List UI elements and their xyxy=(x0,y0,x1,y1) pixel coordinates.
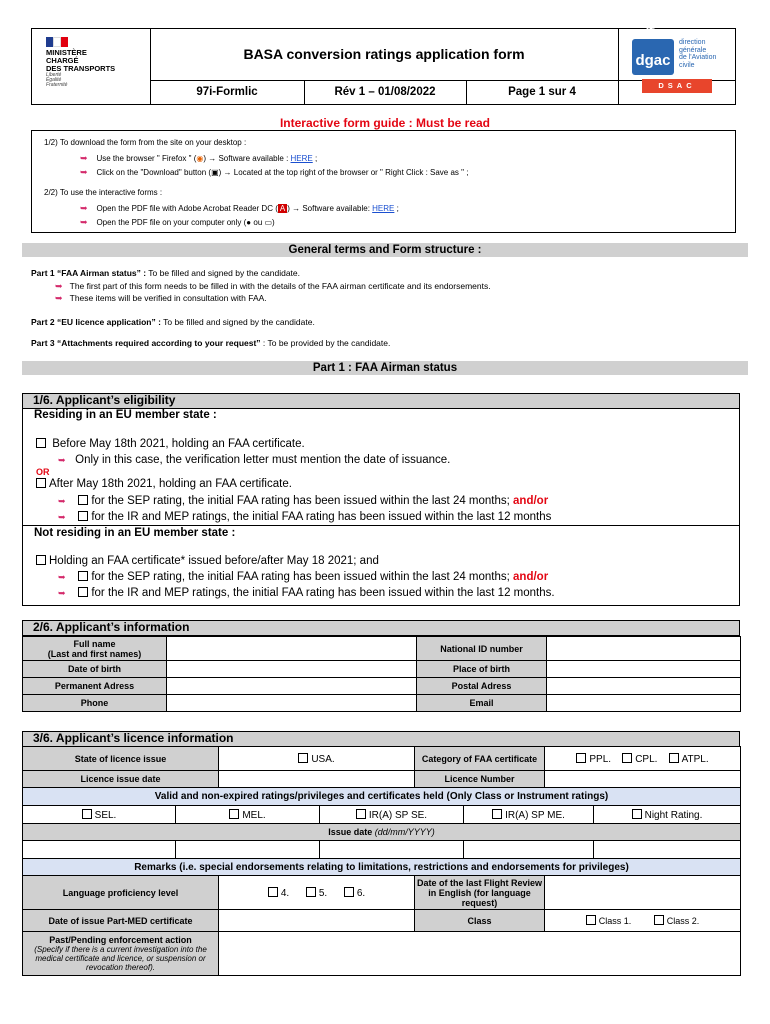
before-may-note: ➥ Only in this case, the verification letter must mention the date of issuance. xyxy=(58,454,451,466)
ir2-checkbox[interactable] xyxy=(78,587,88,597)
guide-step-2a: ➥ Open the PDF file with Adobe Acrobat Reader DC ( A ) → Software available: HERE ; xyxy=(80,203,399,213)
irme-checkbox[interactable] xyxy=(492,809,502,819)
dob-field[interactable] xyxy=(167,661,417,678)
part1-bullet-2: ➥ These items will be verified in consultation with FAA. xyxy=(55,293,267,303)
email-label: Email xyxy=(417,695,547,712)
ministry-line-1: MINISTÈRE xyxy=(46,48,87,57)
class-label: Class xyxy=(415,910,545,932)
postal-address-label: Postal Adress xyxy=(417,678,547,695)
section-1-title: 1/6. Applicant’s eligibility xyxy=(22,393,740,409)
plane-icon: ✈ xyxy=(646,24,656,36)
flight-review-field[interactable] xyxy=(545,876,741,910)
night-checkbox[interactable] xyxy=(632,809,642,819)
atpl-checkbox[interactable] xyxy=(669,753,679,763)
pob-label: Place of birth xyxy=(417,661,547,678)
part2-description: Part 2 “EU licence application” : To be filled and signed by the candidate. xyxy=(31,317,315,327)
night-option[interactable]: Night Rating. xyxy=(594,806,741,824)
sep2-option[interactable]: ➥ for the SEP rating, the initial FAA rating has been issued within the last 24 months; and/or xyxy=(58,571,549,583)
level-5-checkbox[interactable] xyxy=(306,887,316,897)
guide-step-1: 1/2) To download the form from the site on your desktop : xyxy=(44,138,247,147)
applicant-info-table xyxy=(22,636,741,712)
section-3-title: 3/6. Applicant’s licence information xyxy=(22,731,740,747)
irse-checkbox[interactable] xyxy=(356,809,366,819)
flight-review-label: Date of the last Flight Review in English (for language request) xyxy=(415,876,545,910)
ir-option[interactable]: ➥ for the IR and MEP ratings, the initial FAA rating has been issued within the last 12 months xyxy=(58,511,552,523)
part1-bar: Part 1 : FAA Airman status xyxy=(22,361,748,375)
french-flag-icon xyxy=(46,37,68,47)
usa-option[interactable]: USA. xyxy=(219,747,415,771)
pob-field[interactable] xyxy=(547,661,741,678)
non-eu-heading: Not residing in an EU member state : xyxy=(34,527,236,539)
sel-date-field[interactable] xyxy=(23,841,176,859)
eu-resident-heading: Residing in an EU member state : xyxy=(34,409,217,421)
irse-date-field[interactable] xyxy=(320,841,464,859)
med-label: Date of issue Part-MED certificate xyxy=(23,910,219,932)
part3-description: Part 3 “Attachments required according to your request” : To be provided by the candidate. xyxy=(31,338,391,348)
remarks-heading: Remarks (i.e. special endorsements relating to limitations, restrictions and endorsements for privileges) xyxy=(23,859,741,876)
class-2-checkbox[interactable] xyxy=(654,915,664,925)
full-name-label: Full name (Last and first names) xyxy=(23,637,167,661)
email-field[interactable] xyxy=(547,695,741,712)
sep-checkbox[interactable] xyxy=(78,495,88,505)
irse-option[interactable]: IR(A) SP SE. xyxy=(320,806,464,824)
firefox-icon: ◉ xyxy=(196,154,204,163)
level-6-checkbox[interactable] xyxy=(344,887,354,897)
guide-step-2b: ➥ Open the PDF file on your computer only (● ou ▭) xyxy=(80,217,275,227)
ir2-option[interactable]: ➥ for the IR and MEP ratings, the initial FAA rating has been issued within the last 12 months. xyxy=(58,587,555,599)
irme-option[interactable]: IR(A) SP ME. xyxy=(464,806,594,824)
perm-address-label: Permanent Adress xyxy=(23,678,167,695)
issue-date-label: Licence issue date xyxy=(23,771,219,788)
guide-step-1a: ➥ Use the browser " Firefox " (◉) → Software available : HERE ; xyxy=(80,153,318,163)
issue-date-row-label: Issue date (dd/mm/YYYY) xyxy=(23,824,741,841)
motto-1: Liberté xyxy=(46,72,62,78)
nid-field[interactable] xyxy=(547,637,741,661)
enforcement-field[interactable] xyxy=(219,932,741,976)
ratings-heading: Valid and non-expired ratings/privileges and certificates held (Only Class or Instrument ratings) xyxy=(23,788,741,806)
level-4-checkbox[interactable] xyxy=(268,887,278,897)
ministry-line-3: DES TRANSPORTS xyxy=(46,64,116,73)
nid-label: National ID number xyxy=(417,637,547,661)
language-options: 4. 5. 6. xyxy=(219,876,415,910)
form-code: 97i-Formlic xyxy=(196,86,258,98)
general-terms-bar: General terms and Form structure : xyxy=(22,243,748,257)
section-2-title: 2/6. Applicant’s information xyxy=(22,620,740,636)
cpl-checkbox[interactable] xyxy=(622,753,632,763)
licence-info-table xyxy=(22,746,741,788)
guide-step-1b: ➥ Click on the "Download" button (▣) → Located at the top right of the browser or " Right Click : Save as " ; xyxy=(80,167,469,177)
guide-step-2: 2/2) To use the interactive forms : xyxy=(44,188,163,197)
issue-date-field[interactable] xyxy=(219,771,415,788)
before-may-option[interactable]: Before May 18th 2021, holding an FAA certificate. xyxy=(36,438,305,450)
page-number: Page 1 sur 4 xyxy=(508,86,576,98)
acrobat-here-link[interactable]: HERE xyxy=(372,204,395,213)
form-header xyxy=(31,24,736,105)
sep2-checkbox[interactable] xyxy=(78,571,88,581)
ppl-checkbox[interactable] xyxy=(576,753,586,763)
night-date-field[interactable] xyxy=(594,841,741,859)
licence-number-label: Licence Number xyxy=(415,771,545,788)
or-label: OR xyxy=(36,467,50,477)
mel-date-field[interactable] xyxy=(176,841,320,859)
dob-label: Date of birth xyxy=(23,661,167,678)
language-label: Language proficiency level xyxy=(23,876,219,910)
category-label: Category of FAA certificate xyxy=(415,747,545,771)
irme-date-field[interactable] xyxy=(464,841,594,859)
sep-option[interactable]: ➥ for the SEP rating, the initial FAA rating has been issued within the last 24 months; and/or xyxy=(58,495,549,507)
dsac-badge: DSAC xyxy=(642,79,712,93)
mel-option[interactable]: MEL. xyxy=(176,806,320,824)
licence-number-field[interactable] xyxy=(545,771,741,788)
sel-checkbox[interactable] xyxy=(82,809,92,819)
ir-checkbox[interactable] xyxy=(78,511,88,521)
after-may-checkbox[interactable] xyxy=(36,478,46,488)
form-title: BASA conversion ratings application form xyxy=(243,46,525,62)
computer-icon: ▭ xyxy=(264,218,273,227)
acrobat-icon: A xyxy=(279,204,286,213)
motto-3: Fraternité xyxy=(46,82,68,88)
holding-checkbox[interactable] xyxy=(36,555,46,565)
med-field[interactable] xyxy=(219,910,415,932)
dgac-logo: ✈ dgac direction générale de l'Aviation civile DSAC xyxy=(632,39,674,75)
enforcement-label: Past/Pending enforcement action (Specify if there is a current investigation into the medical certificate and licence, or suspension or revocation thereof). xyxy=(23,932,219,976)
phone-field[interactable] xyxy=(167,695,417,712)
ministry-logo xyxy=(46,37,115,88)
after-may-option[interactable]: After May 18th 2021, holding an FAA certificate. xyxy=(36,478,292,490)
full-name-field[interactable] xyxy=(167,637,417,661)
ratings-table xyxy=(22,787,741,876)
motto-2: Égalité xyxy=(46,77,62,83)
language-medical-table xyxy=(22,875,741,976)
firefox-here-link[interactable]: HERE xyxy=(290,154,313,163)
class-1-checkbox[interactable] xyxy=(586,915,596,925)
mel-checkbox[interactable] xyxy=(229,809,239,819)
apple-icon: ● xyxy=(246,218,252,227)
guide-title: Interactive form guide : Must be read xyxy=(279,116,491,130)
form-revision: Rév 1 – 01/08/2022 xyxy=(334,86,436,98)
guide-box xyxy=(31,130,736,233)
part1-bullet-1: ➥ The first part of this form needs to be filled in with the details of the FAA airman certificate and its endorsements. xyxy=(55,281,491,291)
state-label: State of licence issue xyxy=(23,747,219,771)
usa-checkbox[interactable] xyxy=(298,753,308,763)
postal-address-field[interactable] xyxy=(547,678,741,695)
part1-description: Part 1 “FAA Airman status” : To be filled and signed by the candidate. xyxy=(31,268,300,278)
holding-option[interactable]: Holding an FAA certificate* issued before/after May 18 2021; and xyxy=(36,555,379,567)
perm-address-field[interactable] xyxy=(167,678,417,695)
class-options: Class 1. Class 2. xyxy=(545,910,741,932)
download-icon: ▣ xyxy=(211,168,219,177)
phone-label: Phone xyxy=(23,695,167,712)
before-may-checkbox[interactable] xyxy=(36,438,46,448)
sel-option[interactable]: SEL. xyxy=(23,806,176,824)
category-options: PPL. CPL. ATPL. xyxy=(545,747,741,771)
ministry-line-2: CHARGÉ xyxy=(46,56,79,65)
